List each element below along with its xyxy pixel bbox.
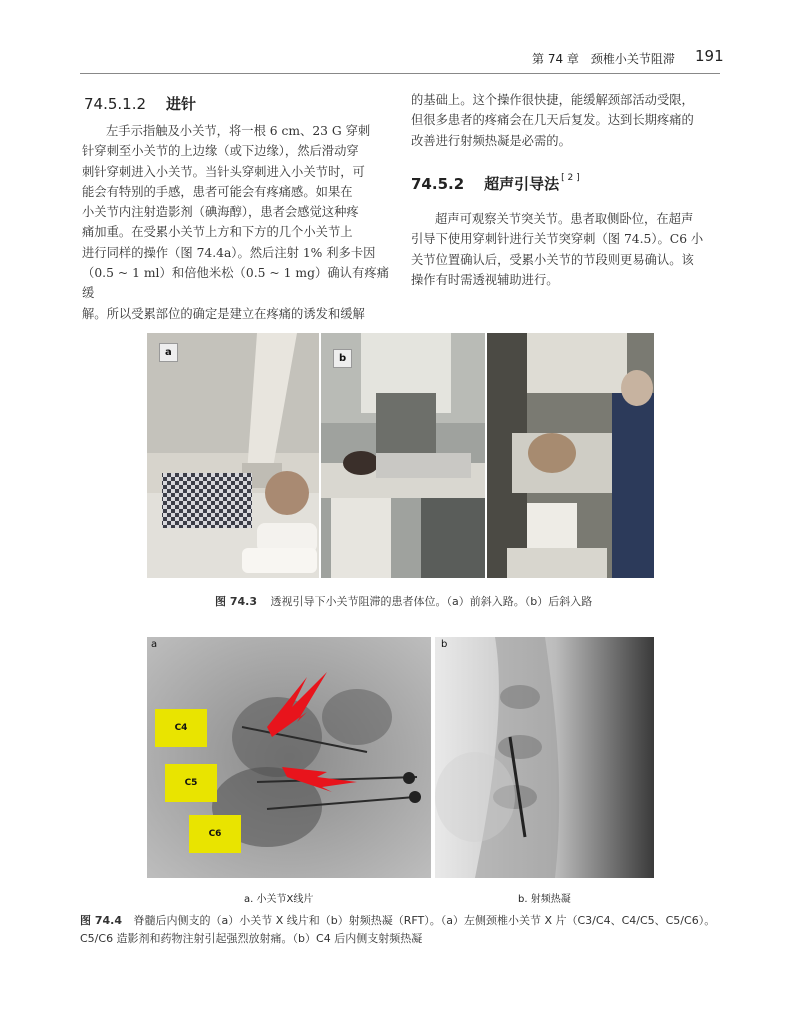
page-number: 191 [695,47,724,65]
vertebra-label-c4: C4 [155,709,207,747]
vertebra-label-c6: C6 [189,815,241,853]
text-line: 改善进行射频热凝是必需的。 [411,133,571,148]
text-line: 左手示指触及小关节，将一根 6 cm、23 G 穿刺 [106,124,371,138]
sub-caption-a: a. 小关节X线片 [244,894,314,905]
figure-74-3-photo-b-procedure [487,333,654,578]
section-title: 进针 [166,95,197,113]
right-column-text [411,209,719,290]
left-column-text [82,121,389,324]
text-line: 进行同样的操作（图 74.4a）。然后注射 1% 利多卡因 [82,245,376,260]
text-line: 引导下使用穿刺针进行关节突穿刺（图 74.5）。C6 小 [411,232,704,247]
section-heading-74-5-1-2 [84,93,196,114]
section-number: 74.5.1.2 [84,95,147,113]
caption-line-2: C5/C6 造影剂和药物注射引起强烈放射痛。（b）C4 后内侧支射频热凝 [80,932,423,945]
section-number: 74.5.2 [411,175,465,193]
panel-label-a: a [159,343,178,362]
figure-74-4-caption [80,912,720,948]
text-line: 关节位置确认后，受累小关节的节段则更易确认。该 [411,252,694,267]
sub-caption-b: b. 射频热凝 [518,894,571,905]
caption-number: 图 74.3 [215,595,257,608]
text-line: （0.5 ~ 1 ml）和倍他米松（0.5 ~ 1 mg）确认有疼痛缓 [82,266,389,301]
text-line: 的基础上。这个操作很快捷，能缓解颈部活动受限， [411,93,694,107]
reference-marker: [ 2 ] [561,173,580,183]
text-line: 操作有时需透视辅助进行。 [411,272,559,287]
panel-label-b: b [333,349,352,368]
section-title: 超声引导法 [484,175,560,193]
text-line: 痛加重。在受累小关节上方和下方的几个小关节上 [82,225,353,240]
figure-74-3-photo-b-patient-prone [321,333,485,578]
panel-label-a: a [151,639,158,650]
figure-74-4-xray-a [147,637,431,878]
text-line: 刺针穿刺进入小关节。当针头穿刺进入小关节时，可 [82,164,365,179]
text-line: 超声可观察关节突关节。患者取侧卧位，在超声 [435,212,694,226]
vertebra-label-c5: C5 [165,764,217,802]
caption-text: 透视引导下小关节阻滞的患者体位。（a）前斜入路。（b）后斜入路 [270,595,593,608]
text-line: 针穿刺至小关节的上边缘（或下边缘），然后滑动穿 [82,144,359,159]
panel-label-b: b [441,639,448,650]
text-line: 解。所以受累部位的确定是建立在疼痛的诱发和缓解 [82,306,365,321]
section-heading-74-5-2 [411,173,580,194]
text-line: 但很多患者的疼痛会在几天后复发。达到长期疼痛的 [411,113,694,128]
figure-74-4-xray-b [435,637,654,878]
figure-74-3-caption [215,593,592,609]
caption-line-1: 脊髓后内侧支的（a）小关节 X 线片和（b）射频热凝（RFT）。（a）左侧颈椎小关节 X 片（C3/C4、C4/C5、C5/C6）。 [133,914,716,927]
caption-number: 图 74.4 [80,914,122,927]
text-line: 小关节内注射造影剂（碘海醇），患者会感觉这种疼 [82,205,359,220]
header-rule [80,73,720,74]
running-header-chapter: 第 74 章 颈椎小关节阻滞 [532,52,675,66]
text-line: 能会有特别的手感，患者可能会有疼痛感。如果在 [82,184,353,199]
right-column-continuation [411,90,719,151]
figure-74-3-photo-a-patient-supine [147,333,319,578]
